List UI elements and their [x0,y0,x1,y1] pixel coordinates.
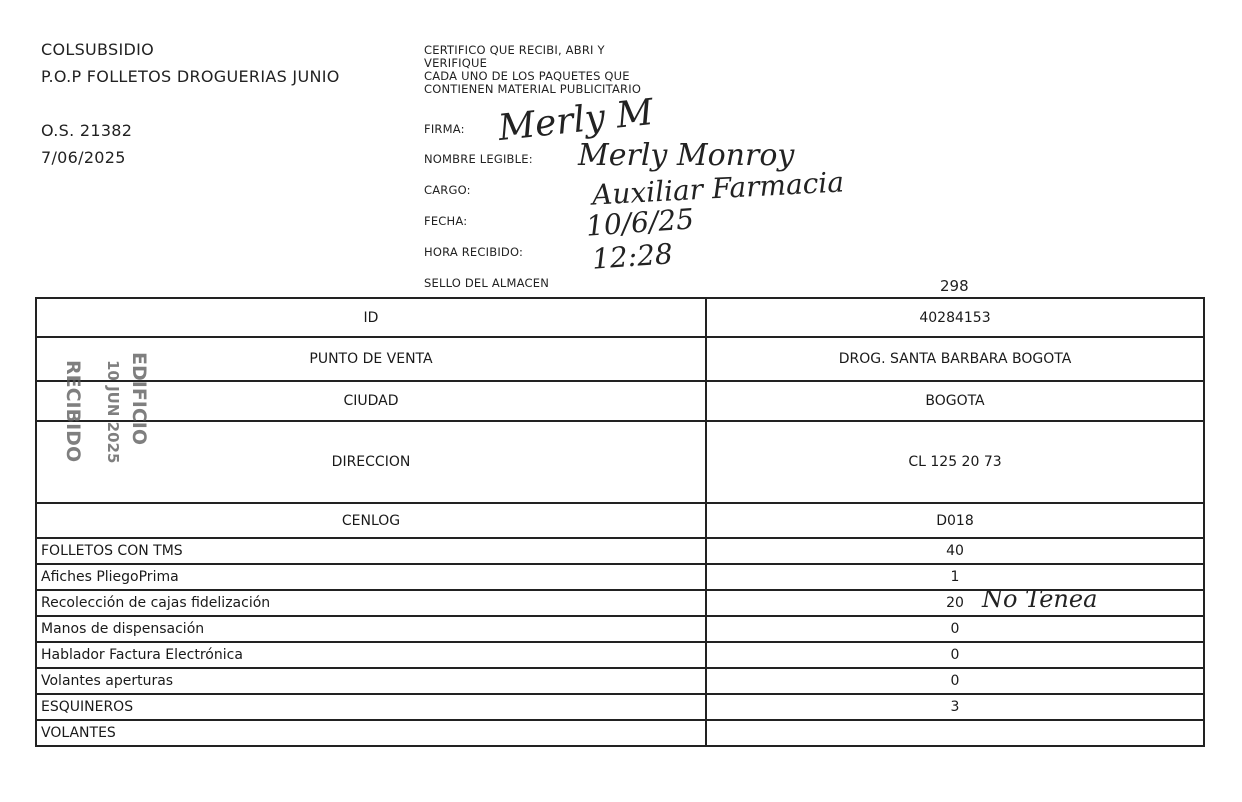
item-name: VOLANTES [36,720,706,746]
item-name: ESQUINEROS [36,694,706,720]
item-qty: 3 [706,694,1204,720]
table-row [36,694,1204,720]
nombre-value: Merly Monroy [578,138,795,173]
ciudad-value: BOGOTA [706,381,1204,421]
order-description: P.O.P FOLLETOS DROGUERIAS JUNIO [41,67,340,86]
certification-line: CADA UNO DE LOS PAQUETES QUE [424,69,630,83]
item-qty: 40 [706,538,1204,564]
certification-line: VERIFIQUE [424,56,488,70]
item-qty: 1 [706,564,1204,590]
id-label: ID [36,298,706,337]
order-date: 7/06/2025 [41,148,126,167]
item-name: Afiches PliegoPrima [36,564,706,590]
sello-label: SELLO DEL ALMACEN [424,276,550,290]
table-row [36,421,1204,503]
stamp-line: RECIBIDO [62,360,84,463]
cargo-label: CARGO: [424,183,471,197]
direccion-value: CL 125 20 73 [706,421,1204,503]
cenlog-label: CENLOG [36,503,706,538]
table-row [36,616,1204,642]
stamp-line: EDIFICIO [128,352,150,446]
punto-venta-label: PUNTO DE VENTA [36,337,706,381]
hora-label: HORA RECIBIDO: [424,245,524,259]
handwritten-note: No Tenea [982,585,1098,613]
table-row [36,590,1204,616]
item-name: Manos de dispensación [36,616,706,642]
item-qty: 0 [706,642,1204,668]
item-qty [706,720,1204,746]
stamp-line: 10 JUN 2025 [104,360,122,464]
delivery-table [35,297,1205,747]
table-row [36,642,1204,668]
fecha-value: 10/6/25 [584,202,695,243]
order-number: O.S. 21382 [41,121,133,140]
certification-line: CONTIENEN MATERIAL PUBLICITARIO [424,82,642,96]
company-name: COLSUBSIDIO [41,40,155,59]
certification-text [424,44,641,96]
item-name: Recolección de cajas fidelización [36,590,706,616]
item-qty-cell [706,585,1204,616]
table-row [36,538,1204,564]
item-qty: 0 [706,616,1204,642]
table-row [36,668,1204,694]
table-row [36,720,1204,746]
cenlog-value: D018 [706,503,1204,538]
item-name: FOLLETOS CON TMS [36,538,706,564]
table-row [36,337,1204,381]
hora-value: 12:28 [590,237,674,276]
table-row [36,298,1204,337]
item-name: Hablador Factura Electrónica [36,642,706,668]
table-row [36,381,1204,421]
nombre-label: NOMBRE LEGIBLE: [424,152,533,166]
id-value: 40284153 [706,298,1204,337]
firma-label: FIRMA: [424,122,465,136]
direccion-label: DIRECCION [36,421,706,503]
punto-venta-value: DROG. SANTA BARBARA BOGOTA [706,337,1204,381]
item-name: Volantes aperturas [36,668,706,694]
certification-line: CERTIFICO QUE RECIBI, ABRI Y [424,43,605,57]
fecha-label: FECHA: [424,214,468,228]
sheet-number: 298 [940,277,969,295]
item-qty: 20 [946,595,964,611]
item-qty: 0 [706,668,1204,694]
cargo-value: Auxiliar Farmacia [591,165,845,212]
table-row [36,503,1204,538]
firma-signature: Merly M [496,91,656,150]
ciudad-label: CIUDAD [36,381,706,421]
